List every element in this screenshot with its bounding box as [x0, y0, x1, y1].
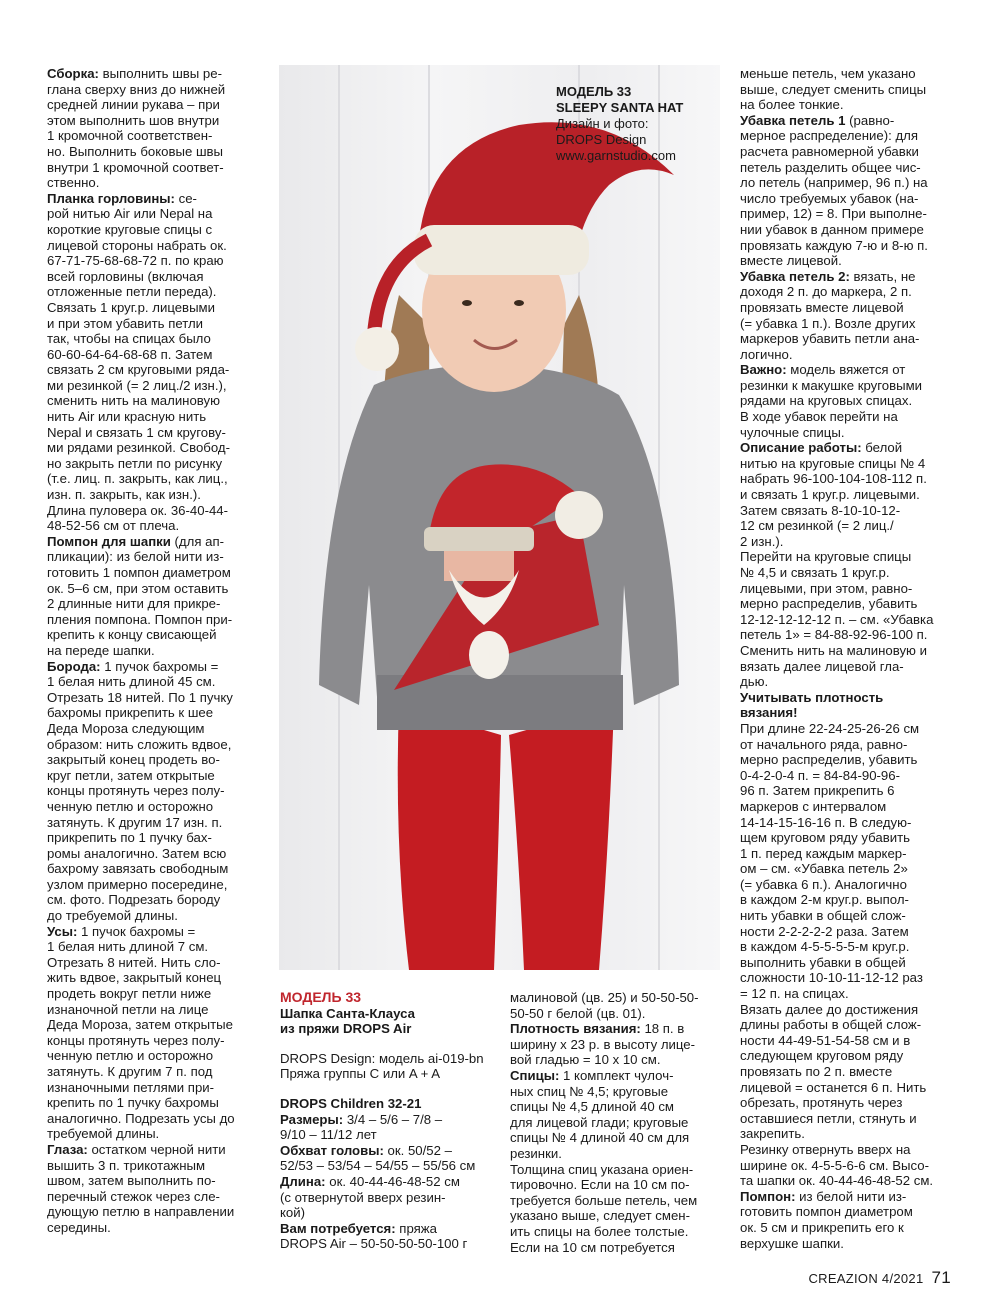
- paragraph-text: 18 п. в ширину х 23 р. в высоту лице- вой гладью = 10 х 10 см.: [510, 1021, 696, 1068]
- paragraph: [280, 1174, 490, 1221]
- paragraph-heading: Убавка петель 1: [740, 112, 846, 128]
- paragraph-text: вязать, не доходя 2 п. до маркера, 2 п. провязать вместе лицевой (= убавка 1 п.). Возле других маркеров убавить петли ана- логично.: [740, 268, 920, 362]
- paragraph: [47, 1142, 259, 1236]
- paragraph-text: (равно- мерное распределение): для расчета равномерной убавки петель разделить общее чис- ло петель (например, 96 п.) на число требуемых убавок (на- пример, 12) = 8. При выполне- нии убавок в данном примере провязать каждую 7-ю и 8-ю п. вместе лицевой.: [740, 112, 928, 269]
- paragraph-heading: Вам потребуется:: [280, 1220, 396, 1236]
- paragraph: [47, 659, 259, 924]
- paragraph: [740, 549, 955, 689]
- paragraph: [740, 1002, 955, 1142]
- paragraph: [280, 1221, 490, 1252]
- paragraph-heading: Размеры:: [280, 1111, 344, 1127]
- paragraph: [47, 191, 259, 534]
- paragraph-heading: Усы:: [47, 923, 78, 939]
- text-column-left: [47, 66, 259, 1236]
- paragraph-text: выполнить швы ре- глана сверху вниз до нижней средней линии рукава – при этом выполнить шов внутри 1 кромочной соответствен- но. Выполнить боковые швы внутри 1 кромочной соответ- ственно.: [47, 66, 226, 191]
- caption-credit-label: Дизайн и фото:: [556, 116, 649, 131]
- paragraph-heading: Помпон для шапки: [47, 533, 171, 549]
- paragraph-text: Толщина спиц указана ориен- тировочно. Если на 10 см по- требуется больше петель, чем указано выше, следует смен- ить спицы на более толстые. Если на 10 см потребуется: [510, 1161, 698, 1255]
- paragraph: [740, 113, 955, 269]
- paragraph: [740, 269, 955, 363]
- paragraph-text: малиновой (цв. 25) и 50-50-50- 50-50 г белой (цв. 01).: [510, 990, 699, 1021]
- paragraph-text: се- рой нитью Air или Nepal на короткие круговые спицы с лицевой стороны набрать ок. 67-71-75-68-68-72 п. по краю всей горловины (включая отложенные петли переда). Связать 1 круг.р. лицевыми и при этом убавить петли так, чтобы на спицах было 60-60-64-64-68-68 п. Затем связать 2 см круговыми ряда- ми резинкой (= 2 лиц./2 изн.), сменить нить на малиновую нить Air или красную нить Nepal и связать 1 см кругову- ми рядами резинкой. Свобод- но закрыть петли по рисунку (т.е. лиц. п. закрыть, как лиц., изн. п. закрыть, как изн.). Длина пуловера ок. 36-40-44- 48-52-56 см от плеча.: [47, 190, 230, 534]
- model-series: DROPS Children 32-21: [280, 1095, 422, 1111]
- caption-model-number: МОДЕЛЬ 33: [556, 84, 632, 99]
- paragraph-text: модель вяжется от резинки к макушке круговыми рядами на круговых спицах. В ходе убавок перейти на чулочные спицы.: [740, 362, 923, 440]
- paragraph: [740, 1189, 955, 1251]
- paragraph-text: из белой нити из- готовить помпон диаметром ок. 5 см и прикрепить его к верхушке шапки.: [740, 1188, 913, 1251]
- photo-caption: [556, 84, 716, 164]
- paragraph: [740, 690, 955, 721]
- paragraph-text: Перейти на круговые спицы № 4,5 и связать 1 круг.р. лицевыми, при этом, равно- мерно распределив, убавить 12-12-12-12-12 п. – см. «Убавка петель 1» = 84-88-92-96-100 п. Сменить нить на малиновую и вязать далее лицевой гла- дью.: [740, 549, 934, 690]
- paragraph: [280, 1143, 490, 1174]
- paragraph-text: 1 комплект чулоч- ных спиц № 4,5; круговые спицы № 4,5 длиной 40 см для лицевой глади; круговые спицы № 4 длиной 40 см для резинки.: [510, 1067, 690, 1161]
- model-photo: [279, 65, 720, 970]
- paragraph: [740, 1142, 955, 1189]
- paragraph-heading: Обхват головы:: [280, 1142, 384, 1158]
- paragraph-heading: Описание работы:: [740, 440, 862, 456]
- caption-model-name: SLEEPY SANTA HAT: [556, 100, 684, 115]
- paragraph-text: меньше петель, чем указано выше, следует сменить спицы на более тонкие.: [740, 66, 927, 113]
- page-number: 71: [931, 1268, 951, 1287]
- page-footer: [808, 1268, 951, 1288]
- child-in-santa-sweater-illustration: [279, 65, 720, 970]
- paragraph-heading: Спицы:: [510, 1067, 560, 1083]
- text-column-middle-right: [510, 990, 720, 1255]
- paragraph-text: остатком черной нити вышить 3 п. трикотажным швом, затем выполнить по- перечный стежок через сле- дующую петлю в направлении середины.: [47, 1141, 235, 1235]
- model-title: МОДЕЛЬ 33: [280, 989, 362, 1005]
- caption-designer: DROPS Design: [556, 132, 647, 147]
- paragraph-text: Резинку отвернуть вверх на ширине ок. 4-5-5-6-6 см. Высо- та шапки ок. 40-44-46-48-52 см.: [740, 1141, 934, 1189]
- paragraph-heading: Планка горловины:: [47, 190, 175, 206]
- model-subtitle: Шапка Санта-Клауса: [280, 1005, 415, 1021]
- paragraph: [740, 362, 955, 440]
- paragraph-heading: Важно:: [740, 362, 787, 378]
- paragraph-heading: Учитывать плотность вязания!: [740, 689, 884, 721]
- model-design-ref: DROPS Design: модель ai-019-bn: [280, 1050, 484, 1066]
- spacer: [280, 1037, 490, 1051]
- paragraph-text: При длине 22-24-25-26-26 см от начального ряда, равно- мерно распределив, убавить 0-4-2-0-4 п. = 84-84-90-96- 96 п. Затем прикрепить 6 маркеров с интервалом 14-14-15-16-16 п. В следую- щем круговом ряду убавить 1 п. перед каждым маркер- ом – см. «Убавка петель 2» (= убавка 6 п.). Аналогично в каждом 2-м круг.р. выпол- нить убавки в общей слож- ности 2-2-2-2-2 раза. Затем в каждом 4-5-5-5-5-м круг.р. выполнить убавки в общей сложности 10-10-11-12-12 раз = 12 п. на спицах.: [740, 720, 923, 1002]
- paragraph: [740, 66, 955, 113]
- paragraph: [280, 1112, 490, 1143]
- paragraph: [510, 990, 720, 1021]
- paragraph: [47, 924, 259, 1142]
- text-column-right: [740, 66, 955, 1251]
- paragraph-text: 1 пучок бахромы = 1 белая нить длиной 45 см. Отрезать 18 нитей. По 1 пучку бахромы прикрепить к шее Деда Мороза следующим образом: нить сложить вдвое, закрытый конец продеть во- круг петли, затем открытые концы протянуть через полу- ченную петлю и осторожно затянуть. К другим 17 изн. п. прикрепить по 1 пучку бах- ромы аналогично. Затем всю бахрому завязать свободным узлом примерно посередине, см. фото. Подрезать бороду до требуемой длины.: [47, 658, 233, 924]
- paragraph-text: Вязать далее до достижения длины работы в общей слож- ности 44-49-51-54-58 см и в следующем круговом ряду провязать по 2 п. вместе лицевой = останется 6 п. Нить обрезать, протянуть через оставшиеся петли, стянуть и закрепить.: [740, 1001, 927, 1142]
- paragraph-text: пряжа DROPS Air – 50-50-50-50-100 г: [280, 1220, 468, 1252]
- paragraph: [510, 1162, 720, 1256]
- paragraph-heading: Помпон:: [740, 1188, 796, 1204]
- paragraph: [47, 66, 259, 191]
- paragraph-text: (для ап- пликации): из белой нити из- готовить 1 помпон диаметром ок. 5–6 см, при этом оставить 2 длинные нити для прикре- пления помпона. Помпон при- крепить к концу свисающей на переде шапки.: [47, 533, 233, 658]
- paragraph-text: ок. 50/52 – 52/53 – 53/54 – 54/55 – 55/56 см: [280, 1142, 476, 1174]
- paragraph-text: 1 пучок бахромы = 1 белая нить длиной 7 см. Отрезать 8 нитей. Нить сло- жить вдвое, закрытый конец продеть вокруг петли ниже изнаночной петли на лице Деда Мороза, затем открытые концы протянуть через полу- ченную петлю и осторожно затянуть. К другим 7 п. под изнаночными петлями при- крепить по 1 пучку бахромы аналогично. Подрезать усы до требуемой длины.: [47, 923, 235, 1142]
- paragraph-heading: Длина:: [280, 1173, 326, 1189]
- paragraph-heading: Сборка:: [47, 66, 99, 81]
- paragraph-text: 3/4 – 5/6 – 7/8 – 9/10 – 11/12 лет: [280, 1111, 443, 1143]
- text-column-model-info: [280, 990, 490, 1252]
- magazine-issue: CREAZION 4/2021: [808, 1271, 924, 1286]
- paragraph: [740, 440, 955, 549]
- paragraph-heading: Борода:: [47, 658, 101, 674]
- paragraph-heading: Глаза:: [47, 1141, 88, 1157]
- model-yarn-group: Пряжа группы C или A + A: [280, 1066, 441, 1082]
- paragraph: [47, 534, 259, 659]
- paragraph-heading: Убавка петель 2:: [740, 268, 850, 284]
- caption-website: www.garnstudio.com: [556, 148, 676, 163]
- model-yarn-subtitle: из пряжи DROPS Air: [280, 1021, 412, 1037]
- paragraph-text: ок. 40-44-46-48-52 см (с отвернутой вверх резин- кой): [280, 1173, 460, 1221]
- paragraph: [510, 1021, 720, 1068]
- spacer: [280, 1082, 490, 1096]
- paragraph-text: белой нитью на круговые спицы № 4 набрать 96-100-104-108-112 п. и связать 1 круг.р. лицевыми. Затем связать 8-10-10-12- 12 см резинкой (= 2 лиц./ 2 изн.).: [740, 440, 927, 549]
- paragraph: [510, 1068, 720, 1162]
- paragraph-heading: Плотность вязания:: [510, 1021, 641, 1037]
- paragraph: [740, 721, 955, 1002]
